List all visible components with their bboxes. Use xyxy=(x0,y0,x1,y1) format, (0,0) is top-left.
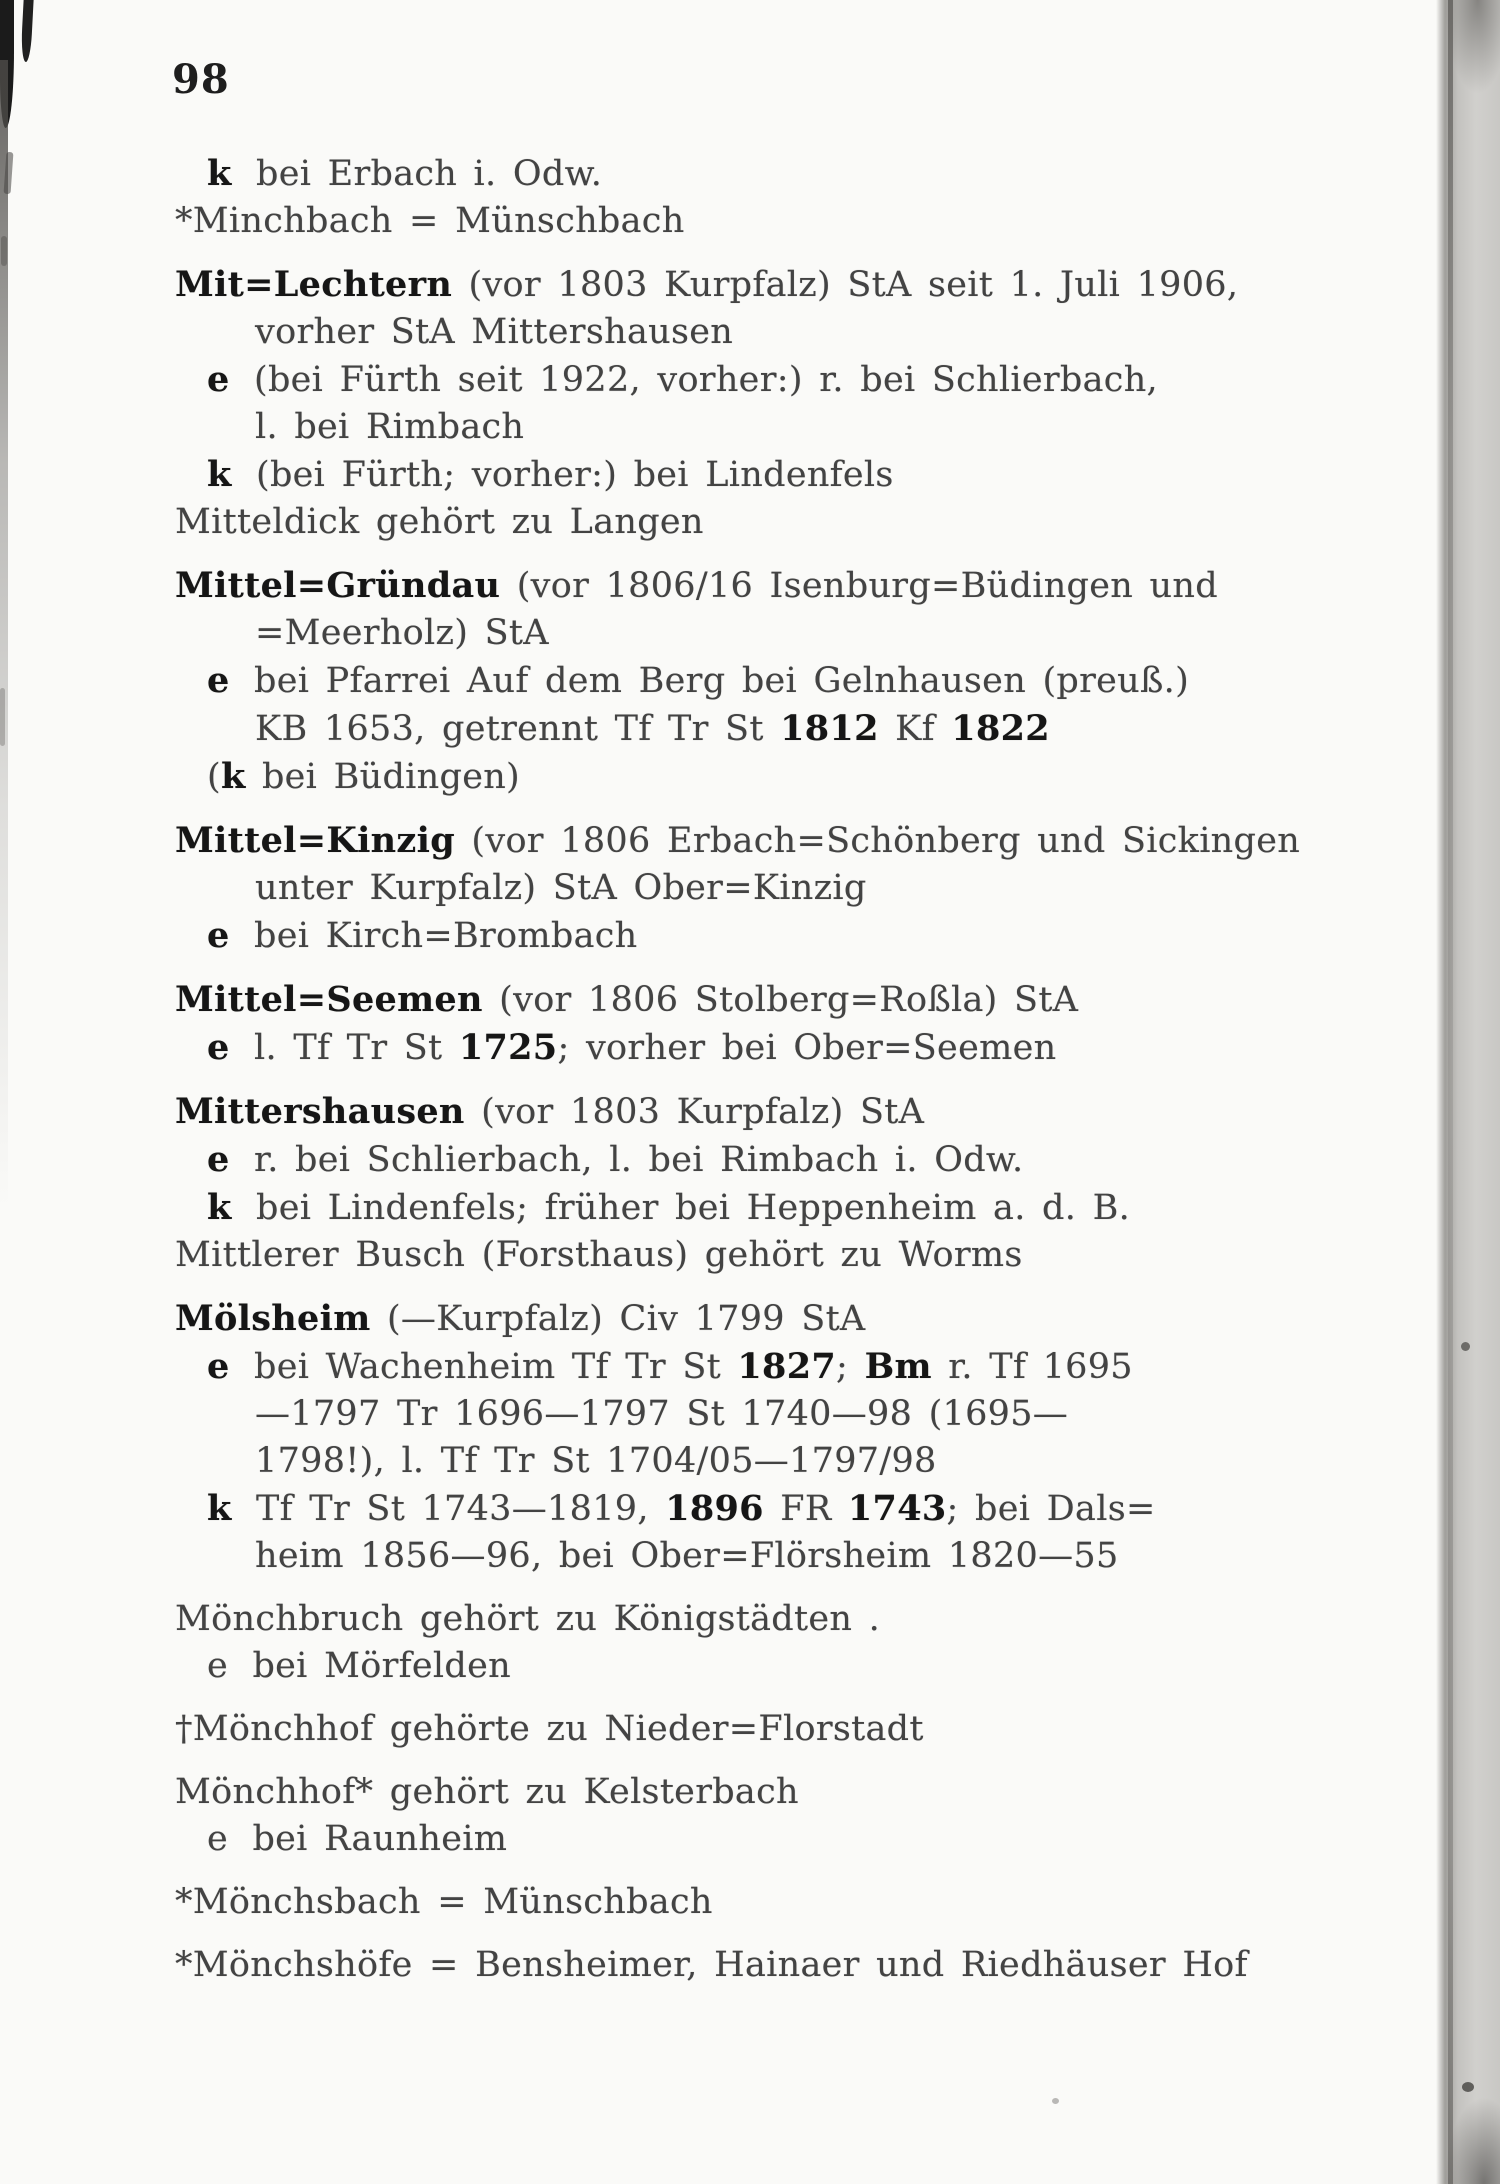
bold-text: k xyxy=(220,756,246,797)
text: l. Tf Tr St xyxy=(237,1028,459,1068)
text: †Mönchhof gehörte zu Nieder=Florstadt xyxy=(175,1709,924,1749)
entry xyxy=(175,1942,1425,1989)
entry-line xyxy=(207,1816,1425,1863)
scan-artifact-left-blob-2 xyxy=(20,0,33,62)
entry xyxy=(175,1596,1425,1690)
record-marker: k xyxy=(207,1187,232,1228)
text: bei Kirch=Brombach xyxy=(237,916,638,956)
entry-line xyxy=(175,1879,1425,1926)
scan-artifact-left-blob xyxy=(0,0,14,128)
entry-line xyxy=(207,1485,1425,1533)
text: Mönchhof* gehört zu Kelsterbach xyxy=(175,1772,799,1812)
entry xyxy=(175,1769,1425,1863)
text: (vor 1803 Kurpfalz) StA xyxy=(464,1092,925,1132)
entry-line xyxy=(175,261,1425,309)
scan-artifact-right-edge-line xyxy=(1448,0,1453,2184)
text: bei Büdingen) xyxy=(245,757,521,797)
text: (bei Fürth; vorher:) bei Lindenfels xyxy=(239,455,894,495)
bold-text: Mittel=Seemen xyxy=(175,979,483,1020)
entry-line xyxy=(255,865,1425,912)
text: bei Pfarrei Auf dem Berg bei Gelnhausen (preuß.) xyxy=(237,661,1190,701)
bold-text: 1827 xyxy=(737,1346,837,1387)
scan-artifact-speck xyxy=(1052,2098,1059,2104)
entry-line xyxy=(207,1184,1425,1232)
entry xyxy=(175,1232,1425,1279)
text: KB 1653, getrennt Tf Tr St xyxy=(255,709,781,749)
entry-line xyxy=(175,1769,1425,1816)
text: bei Wachenheim Tf Tr St xyxy=(237,1347,738,1387)
record-marker: k xyxy=(207,1488,232,1529)
scan-artifact-dash xyxy=(0,688,5,746)
scan-artifact-right-band xyxy=(1436,0,1500,2184)
text: l. bei Rimbach xyxy=(255,407,525,447)
entry-line xyxy=(255,705,1425,753)
text: (vor 1803 Kurpfalz) StA seit 1. Juli 1906, xyxy=(452,265,1239,305)
bold-text: Mittel=Gründau xyxy=(175,565,501,606)
entry xyxy=(175,1295,1425,1580)
text: ; vorher bei Ober=Seemen xyxy=(557,1028,1057,1068)
entry xyxy=(175,562,1425,801)
entry-line xyxy=(207,356,1425,404)
entry-line xyxy=(255,1533,1425,1580)
text: vorher StA Mittershausen xyxy=(255,312,734,352)
entries-container xyxy=(175,150,1425,1989)
entry-line xyxy=(207,1343,1425,1391)
scan-artifact-speck xyxy=(1462,2082,1474,2092)
entry-line xyxy=(207,150,1425,198)
entry xyxy=(175,1088,1425,1232)
text: (vor 1806/16 Isenburg=Büdingen und xyxy=(500,566,1218,606)
entry xyxy=(175,1706,1425,1753)
entry xyxy=(175,1879,1425,1926)
text: =Meerholz) StA xyxy=(255,613,549,653)
entry-line xyxy=(207,1024,1425,1072)
text: r. bei Schlierbach, l. bei Rimbach i. Odw. xyxy=(237,1140,1024,1180)
text: bei Raunheim xyxy=(236,1819,508,1859)
entry-line xyxy=(207,451,1425,499)
entry-line xyxy=(175,817,1425,865)
entry-line xyxy=(175,562,1425,610)
entry-line xyxy=(207,657,1425,705)
text: unter Kurpfalz) StA Ober=Kinzig xyxy=(255,868,867,908)
scan-artifact-speck xyxy=(1461,1342,1470,1351)
text: Kf xyxy=(878,709,952,749)
entry-line xyxy=(175,499,1425,546)
record-marker: e xyxy=(207,1346,230,1387)
bold-text: Mittel=Kinzig xyxy=(175,820,455,861)
entry-line xyxy=(175,1596,1425,1643)
text: bei Lindenfels; früher bei Heppenheim a. d. B. xyxy=(239,1188,1131,1228)
entry-line xyxy=(255,610,1425,657)
text: r. Tf 1695 xyxy=(931,1347,1133,1387)
entry-line xyxy=(255,309,1425,356)
text: *Mönchshöfe = Bensheimer, Hainaer und Riedhäuser Hof xyxy=(175,1945,1248,1985)
text: ; xyxy=(836,1347,865,1387)
bold-text: 1822 xyxy=(951,708,1050,749)
text: (vor 1806 Erbach=Schönberg und Sickingen xyxy=(454,821,1301,861)
text: ; bei Dals= xyxy=(946,1489,1156,1529)
text: —1797 Tr 1696—1797 St 1740—98 (1695— xyxy=(255,1394,1069,1434)
scan-artifact-left-strip xyxy=(0,60,8,1210)
entry-line xyxy=(175,1942,1425,1989)
record-marker: e xyxy=(207,915,230,956)
text: (—Kurpfalz) Civ 1799 StA xyxy=(370,1299,866,1339)
bold-text: Mittershausen xyxy=(175,1091,465,1132)
text: *Mönchsbach = Münschbach xyxy=(175,1882,713,1922)
bold-text: 1725 xyxy=(458,1027,558,1068)
text: *Minchbach = Münschbach xyxy=(175,201,685,241)
bold-text: Mölsheim xyxy=(175,1298,371,1339)
entry-line xyxy=(207,912,1425,960)
page-number: 98 xyxy=(172,56,230,103)
entry xyxy=(175,261,1425,499)
entry xyxy=(175,976,1425,1072)
record-marker: e xyxy=(207,1027,230,1068)
entry-line xyxy=(175,1232,1425,1279)
text: bei Mörfelden xyxy=(236,1646,511,1686)
text: Mittlerer Busch (Forsthaus) gehört zu Worms xyxy=(175,1235,1023,1275)
scan-artifact-dash xyxy=(1,236,7,266)
entry-line xyxy=(255,1391,1425,1438)
text: 1798!), l. Tf Tr St 1704/05—1797/98 xyxy=(255,1441,937,1481)
bold-text: Bm xyxy=(864,1346,932,1387)
entry xyxy=(175,817,1425,960)
entry-line xyxy=(175,1088,1425,1136)
entry-line xyxy=(207,1136,1425,1184)
text: FR xyxy=(763,1489,848,1529)
record-marker: e xyxy=(207,359,230,400)
entry-line xyxy=(255,404,1425,451)
record-marker: e xyxy=(207,660,230,701)
record-marker: e xyxy=(207,1819,229,1859)
bold-text: Mit=Lechtern xyxy=(175,264,453,305)
entry-line xyxy=(175,1295,1425,1343)
text: Mitteldick gehört zu Langen xyxy=(175,502,704,542)
bold-text: 1896 xyxy=(665,1488,764,1529)
entry-line xyxy=(207,753,1425,801)
record-marker: e xyxy=(207,1139,230,1180)
record-marker: e xyxy=(207,1646,229,1686)
text: heim 1856—96, bei Ober=Flörsheim 1820—55 xyxy=(255,1536,1119,1576)
text: (vor 1806 Stolberg=Roßla) StA xyxy=(482,980,1079,1020)
entry-line xyxy=(207,1643,1425,1690)
entry-line xyxy=(255,1438,1425,1485)
entry-line xyxy=(175,1706,1425,1753)
record-marker: k xyxy=(207,454,232,495)
bold-text: 1743 xyxy=(847,1488,947,1529)
text: Tf Tr St 1743—1819, xyxy=(239,1489,666,1529)
entry-line xyxy=(175,198,1425,245)
record-marker: k xyxy=(207,153,232,194)
entry xyxy=(175,150,1425,198)
scan-artifact-dash xyxy=(4,152,14,194)
text: Mönchbruch gehört zu Königstädten . xyxy=(175,1599,881,1639)
entry-line xyxy=(175,976,1425,1024)
text: bei Erbach i. Odw. xyxy=(239,154,603,194)
bold-text: 1812 xyxy=(780,708,879,749)
text: ( xyxy=(207,757,221,797)
text: (bei Fürth seit 1922, vorher:) r. bei Schlierbach, xyxy=(237,360,1158,400)
entry xyxy=(175,198,1425,245)
entry xyxy=(175,499,1425,546)
